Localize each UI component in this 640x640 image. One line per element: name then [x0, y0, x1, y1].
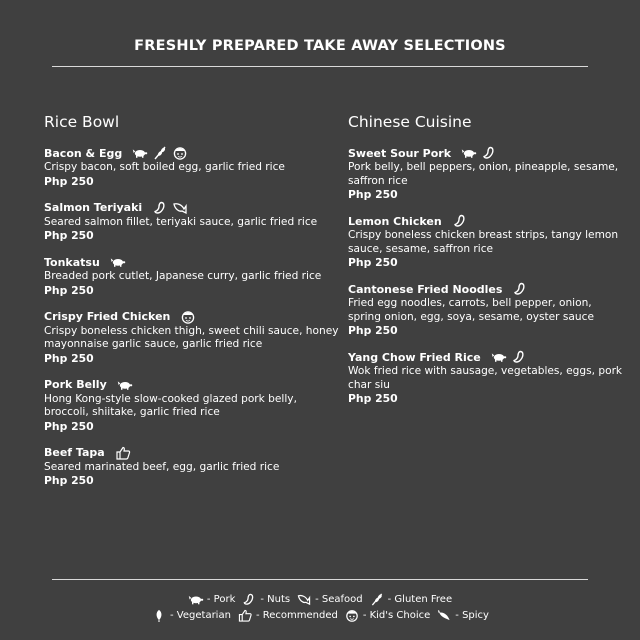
menu-item-name: Cantonese Fried Noodles [348, 282, 503, 296]
nuts-icon [512, 282, 532, 296]
legend-entry [237, 609, 338, 622]
recommended-icon [237, 609, 255, 622]
menu-item-price: Php 250 [348, 256, 398, 269]
menu-item-description: Hong Kong-style slow-cooked glazed pork belly, broccoli, shiitake, garlic fried rice [44, 392, 297, 418]
nuts-icon [241, 593, 259, 606]
menu-item-description: Fried egg noodles, carrots, bell pepper, onion, spring onion, egg, soya, sesame, oyster sauce [348, 297, 594, 323]
menu-item-icons [132, 146, 192, 160]
nuts-icon [152, 201, 172, 215]
pork-icon [117, 378, 137, 392]
legend-label: - Nuts [260, 593, 291, 605]
kids-choice-icon [344, 609, 362, 622]
menu-item-name: Bacon & Egg [44, 146, 123, 160]
menu-item [348, 145, 623, 202]
legend-row [0, 607, 640, 623]
menu-item-header [44, 200, 344, 216]
menu-item-header [44, 377, 344, 393]
bottom-divider [52, 579, 588, 580]
menu-item [348, 281, 623, 338]
menu-item-name: Lemon Chicken [348, 214, 442, 228]
menu-item-icons [512, 282, 532, 296]
menu-item-icons [117, 378, 137, 392]
gluten-free-icon [369, 593, 387, 606]
menu-item-price: Php 250 [44, 351, 94, 365]
recommended-icon [115, 446, 135, 460]
menu-item-name: Sweet Sour Pork [348, 146, 452, 160]
menu-item [44, 309, 344, 366]
nuts-icon [511, 350, 531, 364]
legend-entry [188, 593, 235, 606]
page-title: FRESHLY PREPARED TAKE AWAY SELECTIONS [134, 38, 506, 54]
legend-label: - Pork [206, 593, 236, 605]
nuts-icon [481, 146, 501, 160]
menu-item-icons [115, 446, 135, 460]
menu-item-description: Crispy bacon, soft boiled egg, garlic fried rice [44, 161, 285, 173]
menu-item-header [44, 145, 344, 161]
menu-item-icons [180, 310, 200, 324]
pork-icon [132, 146, 152, 160]
pork-icon [491, 350, 511, 364]
menu-item-header [348, 349, 623, 365]
menu-item [44, 254, 344, 298]
menu-item-name: Tonkatsu [44, 255, 100, 269]
seafood-icon [172, 201, 192, 215]
menu-item-description: Pork belly, bell peppers, onion, pineapple, sesame, saffron rice [348, 161, 619, 187]
icon-legend [0, 591, 640, 623]
seafood-icon [296, 593, 314, 606]
legend-entry [369, 593, 452, 606]
menu-item-header [348, 145, 623, 161]
menu-item-price: Php 250 [348, 188, 398, 201]
legend-entry [151, 609, 231, 622]
menu-item-price: Php 250 [348, 324, 398, 337]
section-title: Rice Bowl [44, 113, 120, 131]
menu-item-description: Seared marinated beef, egg, garlic fried rice [44, 460, 280, 473]
menu-item-header [44, 309, 344, 325]
menu-item [348, 349, 623, 406]
menu-item-price: Php 250 [44, 474, 94, 487]
menu-item-header [348, 281, 623, 297]
menu-item-description: Breaded pork cutlet, Japanese curry, garlic fried rice [44, 270, 322, 282]
menu-item-icons [152, 201, 192, 215]
legend-label: - Spicy [455, 609, 489, 621]
pork-icon [188, 593, 206, 606]
menu-item-icons [461, 146, 501, 160]
menu-item [44, 377, 344, 434]
nuts-icon [452, 214, 472, 228]
legend-row [0, 591, 640, 607]
section-title: Chinese Cuisine [348, 113, 472, 131]
pork-icon [461, 146, 481, 160]
legend-entry [296, 593, 363, 606]
legend-label: - Kid's Choice [362, 609, 431, 621]
legend-entry [344, 609, 430, 622]
menu-item-description: Crispy boneless chicken breast strips, tangy lemon sauce, sesame, saffron rice [348, 229, 619, 255]
pork-icon [110, 255, 130, 269]
menu-item-icons [491, 350, 531, 364]
kids-choice-icon [180, 310, 200, 324]
spicy-icon [436, 609, 454, 622]
gluten-free-icon [152, 146, 172, 160]
vegetarian-icon [151, 609, 169, 622]
menu-item-icons [110, 255, 130, 269]
legend-label: - Seafood [315, 593, 363, 605]
menu-item-price: Php 250 [44, 419, 94, 433]
menu-item-description: Seared salmon fillet, teriyaki sauce, garlic fried rice [44, 215, 318, 228]
menu-item-price: Php 250 [44, 283, 94, 297]
menu-item [44, 145, 344, 189]
top-divider [52, 66, 588, 67]
menu-item-description: Crispy boneless chicken thigh, sweet chili sauce, honey mayonnaise garlic sauce, garlic fried rice [44, 324, 339, 350]
section-rice-bowl [44, 113, 344, 499]
menu-item-name: Beef Tapa [44, 446, 105, 459]
kids-choice-icon [172, 146, 192, 160]
menu-item-icons [452, 214, 472, 228]
legend-label: - Recommended [255, 609, 338, 621]
menu-item-price: Php 250 [44, 174, 94, 188]
menu-item [348, 213, 623, 270]
menu-item-name: Salmon Teriyaki [44, 201, 143, 214]
legend-label: - Gluten Free [387, 593, 453, 605]
menu-item-name: Crispy Fried Chicken [44, 310, 171, 323]
menu-item-price: Php 250 [348, 392, 398, 405]
menu-item [44, 445, 344, 489]
menu-item [44, 200, 344, 244]
menu-item-price: Php 250 [44, 229, 94, 242]
legend-entry [436, 609, 489, 622]
section-chinese-cuisine [348, 113, 623, 417]
menu-item-header [348, 213, 623, 229]
legend-label: - Vegetarian [170, 609, 231, 621]
menu-item-description: Wok fried rice with sausage, vegetables, eggs, pork char siu [348, 365, 623, 391]
menu-item-header [44, 445, 344, 461]
menu-item-name: Pork Belly [44, 378, 107, 391]
menu-item-name: Yang Chow Fried Rice [348, 350, 481, 364]
legend-entry [241, 593, 290, 606]
menu-item-header [44, 254, 344, 270]
